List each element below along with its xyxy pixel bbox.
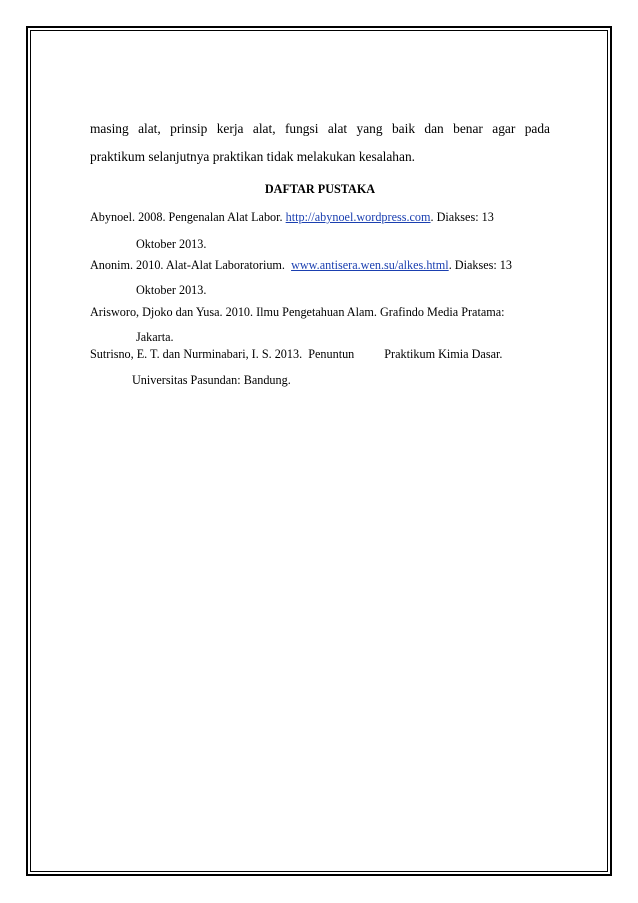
reference-entry [90,258,512,273]
reference-text: Anonim. 2010. Alat-Alat Laboratorium. [90,258,292,272]
reference-text: Arisworo, Djoko dan Yusa. 2010. Ilmu Pengetahuan Alam. Grafindo Media Pratama: [90,305,505,319]
reference-continuation: Jakarta. [136,330,174,344]
body-line-1: masing alat, prinsip kerja alat, fungsi alat yang baik dan benar agar pada [90,121,550,136]
reference-continuation: Oktober 2013. [136,237,207,251]
body-line-2: praktikum selanjutnya praktikan tidak melakukan kesalahan. [90,149,415,164]
reference-text: Sutrisno, E. T. dan Nurminabari, I. S. 2013. Penuntun [90,347,355,361]
bibliography-title: DAFTAR PUSTAKA [264,182,376,196]
reference-text: . Diakses: 13 [448,258,512,272]
reference-text: Abynoel. 2008. Pengenalan Alat Labor. [90,210,286,224]
reference-link[interactable]: http://abynoel.wordpress.com [285,210,431,224]
reference-text: Praktikum Kimia Dasar. [384,347,503,361]
reference-text: . Diakses: 13 [430,210,494,224]
reference-continuation: Oktober 2013. [136,283,207,297]
reference-entry [90,210,494,225]
reference-continuation: Universitas Pasundan: Bandung. [132,373,291,387]
reference-entry [90,305,505,320]
reference-link[interactable]: www.antisera.wen.su/alkes.html [291,258,449,272]
reference-entry [90,347,502,362]
